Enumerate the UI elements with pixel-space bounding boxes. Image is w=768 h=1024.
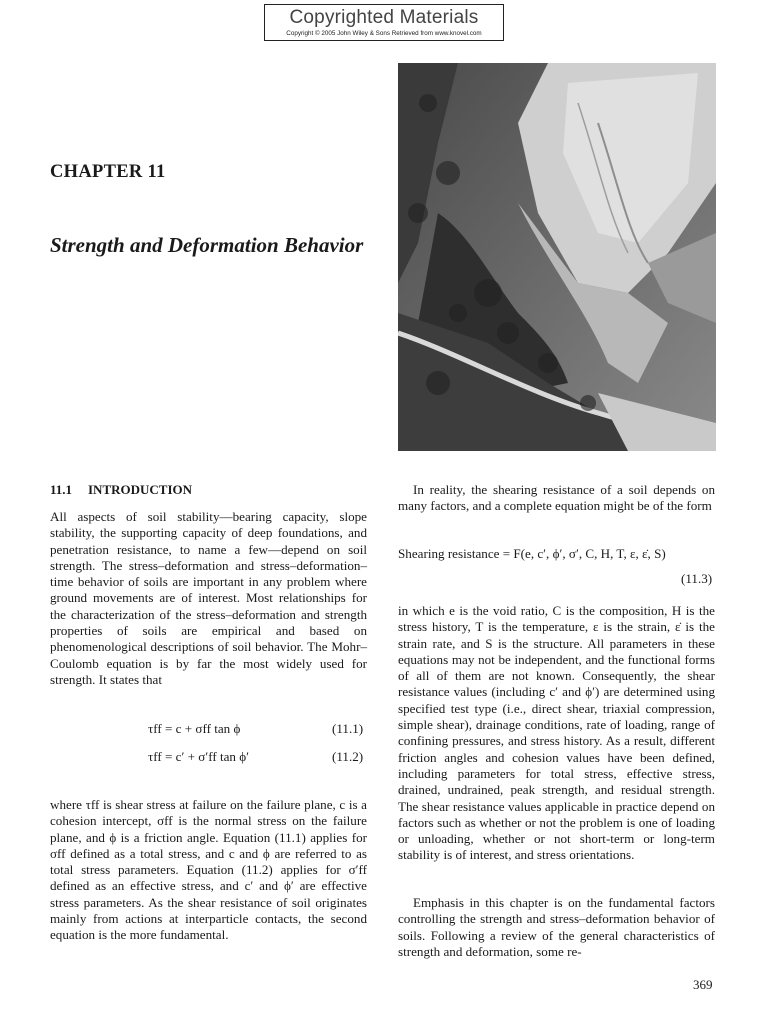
chapter-title: Strength and Deformation Behavior xyxy=(50,233,364,257)
paragraph-text: Emphasis in this chapter is on the fundamental factors controlling the strength and stress–deformation behavior of soils. Following a review of the general characteristics of strength and deformation, some re- xyxy=(398,895,715,959)
left-paragraph-1 xyxy=(50,509,367,688)
paragraph-text: All aspects of soil stability—bearing capacity, slope stability, the supporting capacity of deep foundations, and penetration resistance, to name a few—depend on soil strength. The stress–deformation and stress–deformation–time behavior of soils are important in any problem where ground movements are of interest. Most relationships for the characterization of the stress–deformation and strength properties of soils are empirical and based on phenomenological descriptions of soil behavior. The Mohr–Coulomb equation is by far the most widely used for strength. It states that xyxy=(50,509,367,687)
stamp-title: Copyrighted Materials xyxy=(289,7,479,28)
right-paragraph-2 xyxy=(398,603,715,864)
section-heading xyxy=(50,482,367,498)
page-number: 369 xyxy=(693,977,713,992)
paragraph-text: In reality, the shearing resistance of a soil depends on many factors, and a complete equation might be of the form xyxy=(398,482,715,514)
chapter-label: CHAPTER 11 xyxy=(50,162,166,182)
paragraph-text: where τff is shear stress at failure on the failure plane, c is a cohesion intercept, σff is the normal stress on the failure plane, and ϕ is a friction angle. Equation (11.1) applies for σff defined as a total stress, and c and ϕ are referred to as total stress parameters. Equation (11.2) applies for σ′ff defined as an effective stress, and c′ and ϕ′ are effective stress parameters. As the shear resistance of soil originates mainly from actions at interparticle contacts, the second equation is the more fundamental. xyxy=(50,797,367,943)
equation-number: (11.3) xyxy=(681,571,713,586)
equation-number: (11.2) xyxy=(332,749,364,764)
right-paragraph-1 xyxy=(398,482,715,515)
equation-body: τff = c′ + σ′ff tan ϕ′ xyxy=(148,749,249,764)
left-paragraph-2 xyxy=(50,797,367,944)
section-number: 11.1 xyxy=(50,482,73,497)
landslide-photo xyxy=(398,63,716,451)
equation-body: τff = c + σff tan ϕ xyxy=(148,721,241,736)
stamp-subtitle: Copyright © 2005 John Wiley & Sons Retrieved from www.knovel.com xyxy=(286,30,482,37)
copyright-stamp xyxy=(264,4,504,41)
section-title: INTRODUCTION xyxy=(88,482,193,497)
paragraph-text: in which e is the void ratio, C is the composition, H is the stress history, T is the temperature, ε is the strain, ε̇ is the strain rate, and S is the structure. All parameters in these equations may not be independent, and the functional forms of all of them are not known. Consequently, the shear resistance values (including c′ and ϕ′) are determined using specified test type (i.e., direct shear, triaxial compression, simple shear), drainage conditions, rate of loading, range of confining pressures, and stress history. As a result, different friction angles and cohesion values have been defined, including parameters for total stress, effective stress, drained, undrained, peak strength, and residual strength. The shear resistance values applicable in practice depend on factors such as whether or not the problem is one of loading or unloading, whether or not short-term or long-term stability is of interest, and stress orientations. xyxy=(398,603,715,863)
right-paragraph-3 xyxy=(398,895,715,960)
equation-number: (11.1) xyxy=(332,721,364,736)
equation-body: Shearing resistance = F(e, c′, ϕ′, σ′, C, H, T, ε, ε̇, S) xyxy=(398,546,666,561)
